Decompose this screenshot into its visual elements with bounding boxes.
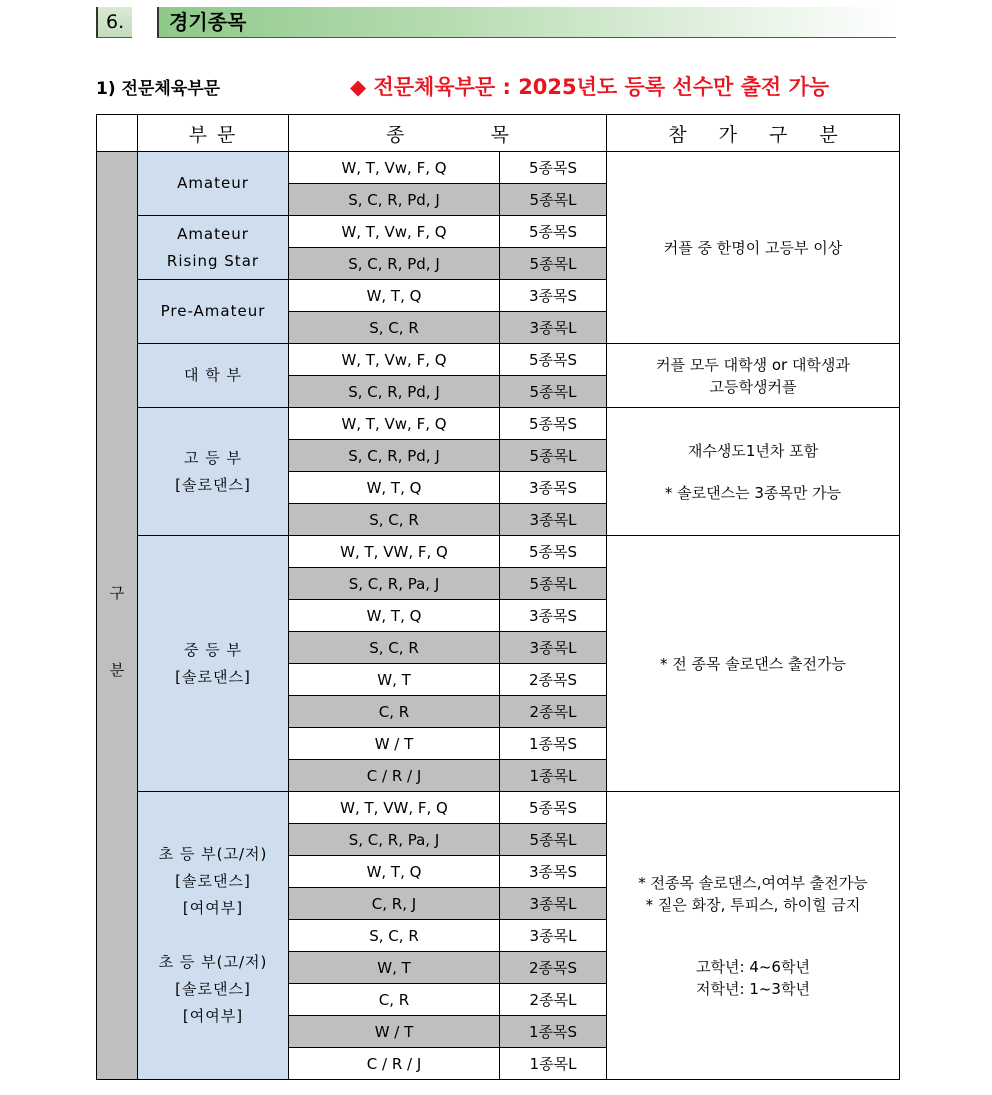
participation-note xyxy=(607,152,900,344)
registration-notice: ◆ 전문체육부문 : 2025년도 등록 선수만 출전 가능 xyxy=(350,75,830,99)
event-list: C, R xyxy=(289,696,500,728)
division-name xyxy=(138,344,289,408)
participation-note-line: 저학년: 1~3학년 xyxy=(696,979,810,998)
header-division: 부 문 xyxy=(138,115,289,152)
division-name-line xyxy=(138,922,288,949)
event-list: W, T, Vw, F, Q xyxy=(289,152,500,184)
division-name xyxy=(138,216,289,280)
event-count: 3종목S xyxy=(500,472,607,504)
event-count: 5종목S xyxy=(500,408,607,440)
division-name-line: 대 학 부 xyxy=(183,366,242,384)
event-count: 5종목S xyxy=(500,536,607,568)
event-list: S, C, R, Pd, J xyxy=(289,376,500,408)
division-name-line: 고 등 부 xyxy=(183,448,242,467)
division-name xyxy=(138,280,289,344)
event-list: W, T, Q xyxy=(289,472,500,504)
event-count: 1종목L xyxy=(500,760,607,792)
event-count: 3종목S xyxy=(500,856,607,888)
participation-note-line: 고등학생커플 xyxy=(709,377,797,396)
event-count: 1종목L xyxy=(500,1048,607,1080)
event-count: 2종목S xyxy=(500,664,607,696)
division-name-line: 중 등 부 xyxy=(183,640,242,659)
event-list: W, T, Vw, F, Q xyxy=(289,216,500,248)
header-blank xyxy=(97,115,138,152)
event-count: 5종목L xyxy=(500,568,607,600)
side-label-bottom: 분 xyxy=(109,661,125,679)
division-name xyxy=(138,792,289,1080)
table-row xyxy=(97,408,900,440)
event-list: W, T, VW, F, Q xyxy=(289,792,500,824)
table-row xyxy=(97,536,900,568)
division-name-line: [여여부] xyxy=(182,1007,244,1025)
table-row xyxy=(97,792,900,824)
event-count: 3종목L xyxy=(500,920,607,952)
event-count: 5종목L xyxy=(500,440,607,472)
participation-note-line xyxy=(607,462,899,482)
section-number: 6. xyxy=(96,7,132,38)
event-list: C, R, J xyxy=(289,888,500,920)
event-list: W, T, VW, F, Q xyxy=(289,536,500,568)
header-events: 종 목 xyxy=(289,115,607,152)
event-count: 5종목S xyxy=(500,344,607,376)
division-name xyxy=(138,536,289,792)
participation-note-line xyxy=(607,916,899,936)
event-count: 5종목L xyxy=(500,376,607,408)
division-name-line: [솔로댄스] xyxy=(175,980,251,998)
event-list: S, C, R xyxy=(289,312,500,344)
event-list: W, T, Q xyxy=(289,280,500,312)
event-list: W, T xyxy=(289,952,500,984)
participation-note-line: * 전 종목 솔로댄스 출전가능 xyxy=(660,654,846,673)
event-list: W / T xyxy=(289,1016,500,1048)
table-row xyxy=(97,152,900,184)
division-name-line: 초 등 부(고/저) xyxy=(158,953,268,971)
participation-note-line: 고학년: 4~6학년 xyxy=(696,957,810,976)
division-name-line: Pre-Amateur xyxy=(160,302,266,320)
division-name xyxy=(138,152,289,216)
event-count: 5종목L xyxy=(500,824,607,856)
side-label-top: 구 xyxy=(109,584,125,602)
event-count: 3종목L xyxy=(500,504,607,536)
event-count: 5종목L xyxy=(500,248,607,280)
event-list: W, T xyxy=(289,664,500,696)
event-list: C, R xyxy=(289,984,500,1016)
subsection-title: 1) 전문체육부문 xyxy=(96,79,221,99)
event-count: 5종목S xyxy=(500,152,607,184)
division-name-line: [여여부] xyxy=(182,899,244,917)
division-name-line: [솔로댄스] xyxy=(175,667,251,686)
event-list: S, C, R xyxy=(289,632,500,664)
table-header-row xyxy=(97,115,900,152)
event-list: C / R / J xyxy=(289,1048,500,1080)
table-body xyxy=(97,152,900,1080)
event-count: 2종목L xyxy=(500,984,607,1016)
event-count: 3종목S xyxy=(500,600,607,632)
event-list: W, T, Q xyxy=(289,856,500,888)
event-count: 2종목L xyxy=(500,696,607,728)
event-count: 5종목S xyxy=(500,216,607,248)
division-name-line: 초 등 부(고/저) xyxy=(158,845,268,863)
participation-note-line: * 전종목 솔로댄스,여여부 출전가능 xyxy=(638,873,868,892)
event-list: S, C, R xyxy=(289,504,500,536)
event-count: 3종목L xyxy=(500,312,607,344)
division-name-line: Amateur xyxy=(177,224,249,243)
event-list: S, C, R, Pd, J xyxy=(289,440,500,472)
division-name xyxy=(138,408,289,536)
event-count: 5종목L xyxy=(500,184,607,216)
events-table xyxy=(96,114,900,1080)
event-list: W, T, Vw, F, Q xyxy=(289,408,500,440)
participation-note-line xyxy=(607,936,899,956)
event-list: S, C, R xyxy=(289,920,500,952)
event-count: 1종목S xyxy=(500,1016,607,1048)
event-list: W, T, Vw, F, Q xyxy=(289,344,500,376)
participation-note xyxy=(607,408,900,536)
event-list: W, T, Q xyxy=(289,600,500,632)
event-count: 5종목S xyxy=(500,792,607,824)
division-name-line: Amateur xyxy=(177,174,249,192)
event-list: C / R / J xyxy=(289,760,500,792)
event-count: 3종목L xyxy=(500,632,607,664)
division-name-line: [솔로댄스] xyxy=(175,475,251,494)
participation-note xyxy=(607,536,900,792)
event-count: 3종목L xyxy=(500,888,607,920)
table-row xyxy=(97,344,900,376)
side-label xyxy=(97,152,138,1080)
event-list: S, C, R, Pd, J xyxy=(289,184,500,216)
header-participation: 참 가 구 분 xyxy=(607,115,900,152)
participation-note-line: 재수생도1년차 포함 xyxy=(687,441,819,460)
division-name-line: [솔로댄스] xyxy=(175,872,251,890)
event-count: 1종목S xyxy=(500,728,607,760)
participation-note-line: 커플 중 한명이 고등부 이상 xyxy=(663,238,843,257)
event-count: 2종목S xyxy=(500,952,607,984)
section-title: 경기종목 xyxy=(157,7,896,38)
event-list: S, C, R, Pa, J xyxy=(289,824,500,856)
participation-note-line: 커플 모두 대학생 or 대학생과 xyxy=(656,355,850,374)
participation-note xyxy=(607,344,900,408)
event-list: W / T xyxy=(289,728,500,760)
participation-note-line: * 솔로댄스는 3종목만 가능 xyxy=(664,483,842,502)
participation-note xyxy=(607,792,900,1080)
event-list: S, C, R, Pd, J xyxy=(289,248,500,280)
event-list: S, C, R, Pa, J xyxy=(289,568,500,600)
participation-note-line: * 짙은 화장, 투피스, 하이힐 금지 xyxy=(645,895,861,914)
event-count: 3종목S xyxy=(500,280,607,312)
division-name-line: Rising Star xyxy=(166,251,260,270)
